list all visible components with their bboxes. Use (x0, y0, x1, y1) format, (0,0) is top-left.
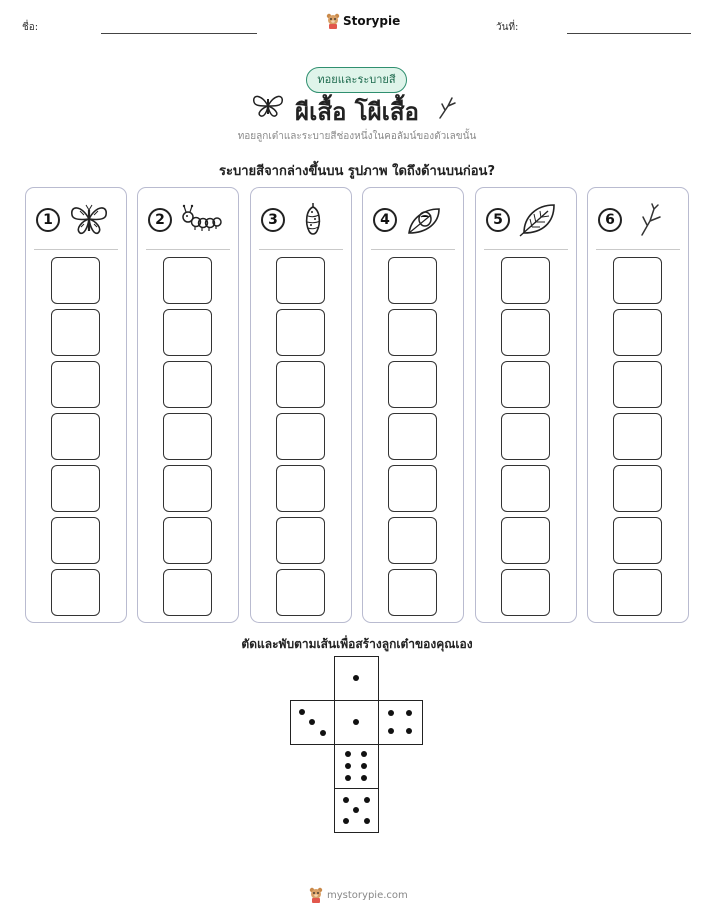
column-2 (137, 187, 239, 623)
column-6 (587, 187, 689, 623)
column-4 (362, 187, 464, 623)
column-number: 6 (598, 208, 622, 232)
color-box[interactable] (613, 465, 662, 512)
column-number: 5 (486, 208, 510, 232)
column-number: 3 (261, 208, 285, 232)
dice-face-1-center (334, 700, 379, 745)
question: ระบายสีจากล่างขึ้นบน รูปภาพ ใดถึงด้านบนก่อน? (219, 164, 495, 179)
dice-pip (361, 763, 367, 769)
color-box[interactable] (613, 517, 662, 564)
footer-url: mystorypie.com (327, 889, 408, 901)
name-label: ชื่อ: (22, 22, 39, 33)
color-box[interactable] (276, 257, 325, 304)
color-box[interactable] (613, 569, 662, 616)
dice-pip (388, 710, 394, 716)
dice-pip (364, 797, 370, 803)
color-box[interactable] (501, 361, 550, 408)
caterpillar-icon (180, 203, 222, 237)
dice-face-6 (334, 744, 379, 789)
color-box[interactable] (388, 257, 437, 304)
leaf-icon (518, 203, 560, 237)
dice-face-4 (378, 700, 423, 745)
dice-pip (343, 818, 349, 824)
color-box[interactable] (501, 257, 550, 304)
color-box[interactable] (276, 569, 325, 616)
column-1 (25, 187, 127, 623)
color-box[interactable] (163, 517, 212, 564)
dice-pip (309, 719, 315, 725)
color-box[interactable] (51, 361, 100, 408)
color-box[interactable] (388, 309, 437, 356)
dice-face-3 (290, 700, 335, 745)
color-box[interactable] (388, 465, 437, 512)
color-box[interactable] (613, 257, 662, 304)
page-title: ผีเสื้อ โผีเสื้อ (295, 98, 419, 126)
dice-pip (353, 719, 359, 725)
color-box[interactable] (613, 309, 662, 356)
color-box[interactable] (388, 569, 437, 616)
activity-badge: ทอยและระบายสี (306, 67, 407, 93)
color-box[interactable] (163, 309, 212, 356)
color-box[interactable] (276, 361, 325, 408)
color-box[interactable] (51, 517, 100, 564)
column-divider (371, 249, 455, 250)
color-box[interactable] (276, 413, 325, 460)
date-label: วันที่: (496, 22, 519, 33)
column-divider (259, 249, 343, 250)
color-box[interactable] (51, 465, 100, 512)
color-box[interactable] (501, 569, 550, 616)
column-3 (250, 187, 352, 623)
twig-icon (436, 94, 458, 120)
twig-icon (630, 203, 672, 237)
dice-pip (345, 763, 351, 769)
column-number: 2 (148, 208, 172, 232)
color-box[interactable] (163, 413, 212, 460)
color-box[interactable] (276, 517, 325, 564)
dice-pip (406, 710, 412, 716)
color-box[interactable] (501, 465, 550, 512)
name-line (101, 33, 257, 34)
dice-pip (320, 730, 326, 736)
date-line (567, 33, 691, 34)
dice-pip (406, 728, 412, 734)
dice-face-1 (334, 656, 379, 701)
dice-pip (345, 751, 351, 757)
cocoon-icon (293, 203, 335, 237)
footer (309, 887, 408, 903)
color-box[interactable] (501, 517, 550, 564)
color-box[interactable] (51, 413, 100, 460)
column-divider (596, 249, 680, 250)
dice-pip (361, 751, 367, 757)
dice-pip (299, 709, 305, 715)
column-5 (475, 187, 577, 623)
column-divider (484, 249, 568, 250)
color-box[interactable] (163, 465, 212, 512)
color-box[interactable] (276, 465, 325, 512)
color-box[interactable] (501, 309, 550, 356)
dice-pip (361, 775, 367, 781)
column-number: 4 (373, 208, 397, 232)
color-box[interactable] (51, 569, 100, 616)
color-box[interactable] (51, 309, 100, 356)
dice-pip (353, 675, 359, 681)
brand-name: Storypie (343, 14, 401, 28)
bear-logo-icon (309, 887, 323, 903)
color-box[interactable] (51, 257, 100, 304)
dice-pip (343, 797, 349, 803)
dice-pip (345, 775, 351, 781)
color-box[interactable] (163, 257, 212, 304)
dice-face-5 (334, 788, 379, 833)
dice-instruction: ตัดและพับตามเส้นเพื่อสร้างลูกเต๋าของคุณเอง (241, 637, 473, 651)
color-box[interactable] (388, 517, 437, 564)
dice-pip (364, 818, 370, 824)
egg-on-leaf-icon (405, 203, 447, 237)
dice-pip (353, 807, 359, 813)
brand (326, 13, 400, 29)
color-box[interactable] (163, 569, 212, 616)
color-box[interactable] (388, 413, 437, 460)
color-box[interactable] (276, 309, 325, 356)
color-box[interactable] (613, 413, 662, 460)
dice-pip (388, 728, 394, 734)
color-box[interactable] (613, 361, 662, 408)
column-divider (146, 249, 230, 250)
column-divider (34, 249, 118, 250)
color-box[interactable] (163, 361, 212, 408)
column-number: 1 (36, 208, 60, 232)
color-box[interactable] (388, 361, 437, 408)
color-box[interactable] (501, 413, 550, 460)
butterfly-icon (68, 203, 110, 237)
subtitle: ทอยลูกเต๋าและระบายสีช่องหนึ่งในคอลัมน์ของตัวเลขนั้น (237, 131, 477, 142)
bear-logo-icon (326, 13, 340, 29)
